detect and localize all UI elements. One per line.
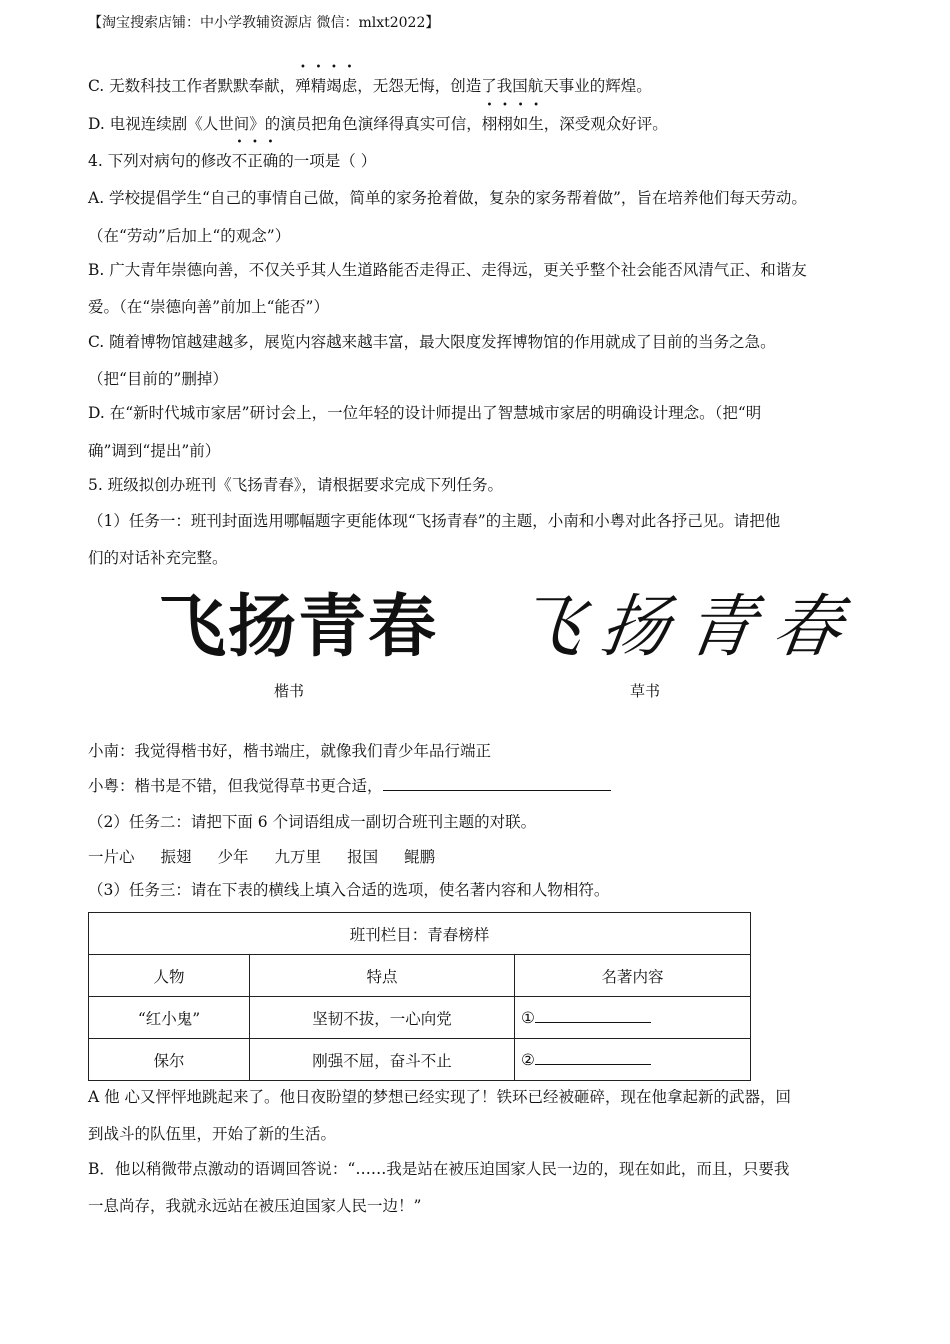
person-cell: “红小鬼” <box>89 997 250 1039</box>
option-a-cont: 到战斗的队伍里，开始了新的生活。 <box>88 1125 337 1143</box>
q5-stem: 5. 班级拟创办班刊《飞扬青春》，请根据要求完成下列任务。 <box>88 476 503 494</box>
q4-option-a: A. 学校提倡学生“自己的事情自己做，简单的家务抢着做，复杂的家务帮着做”，旨在培养他们每天劳动。 <box>88 189 807 207</box>
answer-blank[interactable] <box>383 776 611 791</box>
option-a: A 他 心又怦怦地跳起来了。他日夜盼望的梦想已经实现了！铁环已经被砸碎，现在他拿起新的武器，回 <box>88 1088 792 1106</box>
q4-option-a-note: （在“劳动”后加上“的观念”） <box>88 227 291 245</box>
word: 振翅 <box>160 848 192 866</box>
caption-caoshu: 草书 <box>630 683 661 700</box>
word: 报国 <box>347 848 379 866</box>
word-list <box>88 846 461 868</box>
table-row <box>89 1039 751 1081</box>
answer-cell[interactable]: ② <box>515 1039 751 1081</box>
q3-option-c: C. 无数科技工作者默默奉献，殚精竭虑，无怨无悔，创造了我国航天事业的辉煌。 <box>88 77 652 95</box>
word: 少年 <box>217 848 249 866</box>
answer-cell[interactable]: ① <box>515 997 751 1039</box>
q4-option-d: D. 在“新时代城市家居”研讨会上，一位年轻的设计师提出了智慧城市家居的明确设计理念。（把“明 <box>88 404 762 422</box>
q4-option-d-note: 确”调到“提出”前） <box>88 442 221 460</box>
shop-header: 【淘宝搜索店铺：中小学教辅资源店 微信：mlxt2022】 <box>88 15 440 31</box>
table-row <box>89 997 751 1039</box>
q4-option-c: C. 随着博物馆越建越多，展览内容越来越丰富，最大限度发挥博物馆的作用就成了目前的当务之急。 <box>88 333 776 351</box>
table-title: 班刊栏目：青春榜样 <box>89 913 751 955</box>
dialogue-xiaoyue: 小粤：楷书是不错，但我觉得草书更合适， <box>88 775 611 797</box>
table-header: 名著内容 <box>515 955 751 997</box>
q5-task1: （1）任务一：班刊封面选用哪幅题字更能体现“飞扬青春”的主题，小南和小粤对此各抒己见。请把他 <box>88 512 781 530</box>
q5-task2: （2）任务二：请把下面 6 个词语组成一副切合班刊主题的对联。 <box>88 813 537 831</box>
q5-task3: （3）任务三：请在下表的横线上填入合适的选项，使名著内容和人物相符。 <box>88 881 610 899</box>
role-model-table <box>88 912 751 1081</box>
word: 鲲鹏 <box>404 848 436 866</box>
trait-cell: 坚韧不拔，一心向党 <box>250 997 515 1039</box>
option-b: B．他以稍微带点激动的语调回答说：“……我是站在被压迫国家人民一边的，现在如此，而且，只要我 <box>88 1160 790 1178</box>
trait-cell: 刚强不屈，奋斗不止 <box>250 1039 515 1081</box>
dialogue-xiaonan: 小南：我觉得楷书好，楷书端庄，就像我们青少年品行端正 <box>88 742 492 760</box>
table-header: 特点 <box>250 955 515 997</box>
calligraphy-caoshu: 飞扬青春 <box>509 588 865 667</box>
calligraphy-kaishu: 飞扬青春 <box>158 588 439 667</box>
caption-kaishu: 楷书 <box>274 683 305 700</box>
table-header: 人物 <box>89 955 250 997</box>
q4-option-b-note: 爱。（在“崇德向善”前加上“能否”） <box>88 298 329 316</box>
person-cell: 保尔 <box>89 1039 250 1081</box>
option-b-cont: 一息尚存，我就永远站在被压迫国家人民一边！” <box>88 1197 422 1215</box>
q4-option-c-note: （把“目前的”删掉） <box>88 370 228 388</box>
q4-stem: 4. 下列对病句的修改不正确的一项是（ ） <box>88 152 377 170</box>
word: 一片心 <box>88 848 135 866</box>
word: 九万里 <box>274 848 322 866</box>
q3-option-d: D. 电视连续剧《人世间》的演员把角色演绎得真实可信，栩栩如生，深受观众好评。 <box>88 115 668 133</box>
q4-option-b: B. 广大青年崇德向善，不仅关乎其人生道路能否走得正、走得远，更关乎整个社会能否风清气正、和谐友 <box>88 261 807 279</box>
q5-task1-cont: 们的对话补充完整。 <box>88 549 228 567</box>
